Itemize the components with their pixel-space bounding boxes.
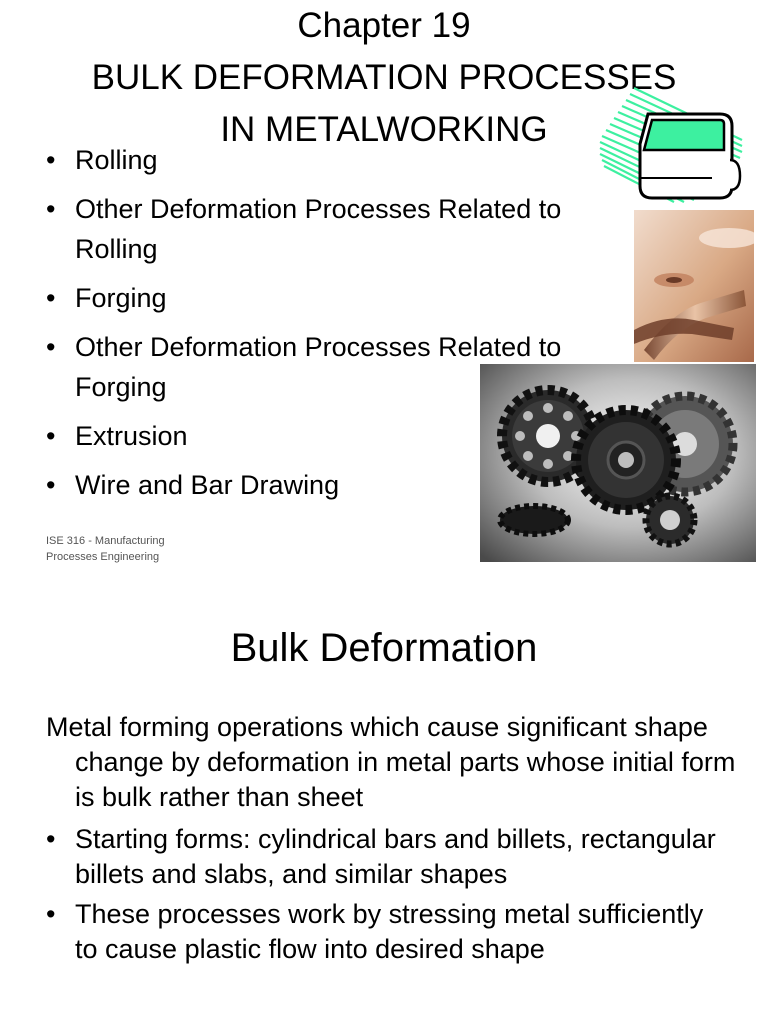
list-item: • These processes work by stressing metal sufficiently to cause plastic flow into desired shape — [46, 897, 726, 967]
slide-2-title: Bulk Deformation — [230, 626, 538, 670]
intro-paragraph: Metal forming operations which cause significant shape change by deformation in metal parts whose initial form is bulk rather than sheet — [46, 712, 736, 812]
slide-2 — [0, 580, 768, 1024]
slide-2-bullet-list — [46, 822, 726, 972]
list-item: • Other Deformation Processes Related to Rolling — [46, 189, 646, 269]
slide-footer: ISE 316 - Manufacturing Processes Engineering — [46, 535, 165, 563]
list-item: • Starting forms: cylindrical bars and billets, rectangular billets and slabs, and similar shapes — [46, 822, 726, 892]
title-line-1: Chapter 19 — [297, 6, 471, 45]
title-line-3: IN METALWORKING — [220, 110, 548, 149]
list-item: • Rolling — [46, 140, 646, 180]
list-item: • Other Deformation Processes Related to Forging — [46, 327, 646, 407]
title-line-2: BULK DEFORMATION PROCESSES — [91, 58, 677, 97]
slide-1-bullet-list — [46, 140, 646, 514]
list-item: • Extrusion — [46, 416, 646, 456]
list-item: • Wire and Bar Drawing — [46, 465, 646, 505]
copper-parts-photo — [634, 210, 754, 362]
list-item: • Forging — [46, 278, 646, 318]
